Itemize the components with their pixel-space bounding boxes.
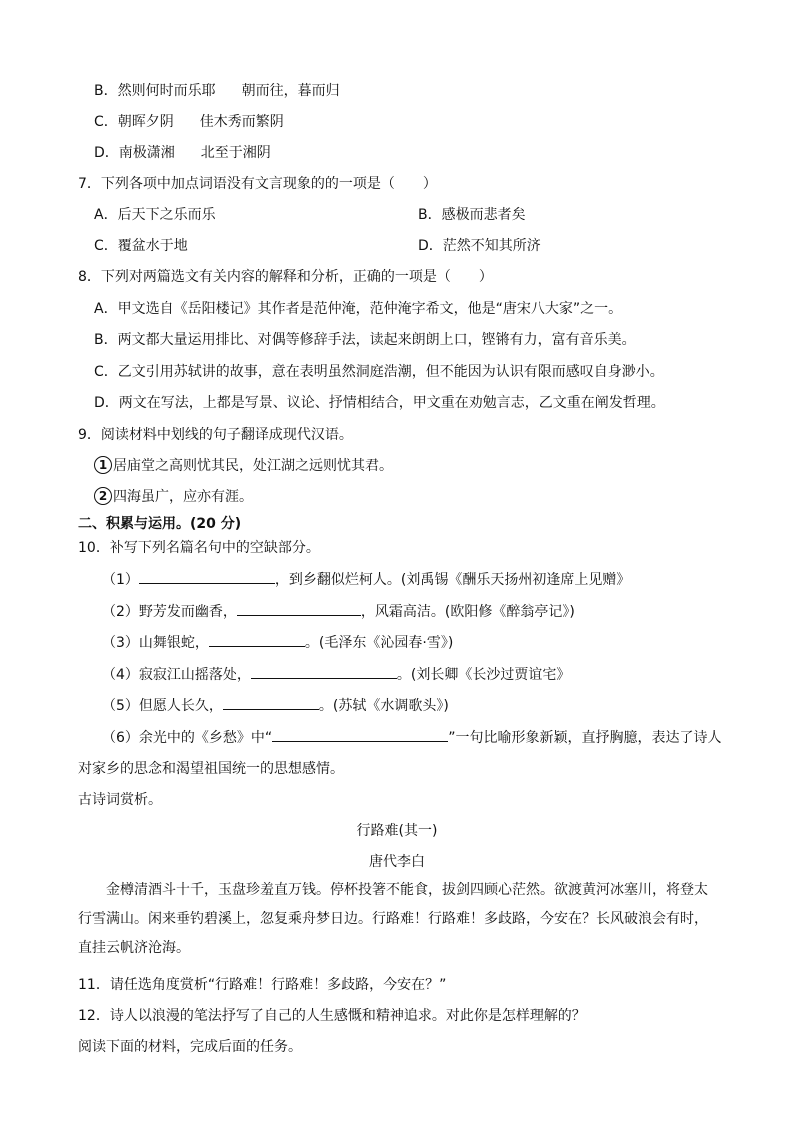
- q8-stem: 8．下列对两篇选文有关内容的解释和分析，正确的一项是（ ）: [78, 269, 493, 285]
- q10-item-6-continued: 对家乡的思念和渴望祖国统一的思想感情。: [78, 761, 344, 777]
- q7-option-c: C．覆盆水于地: [94, 238, 188, 254]
- q7-stem: 7．下列各项中加点词语没有文言现象的的一项是（ ）: [78, 176, 437, 192]
- fill-blank[interactable]: [223, 695, 319, 710]
- q8-option-b: B．两文都大量运用排比、对偶等修辞手法，读起来朗朗上口，铿锵有力，富有音乐美。: [94, 332, 636, 348]
- q6-option-c: C．朝晖夕阴 佳木秀而繁阴: [94, 114, 284, 130]
- q12-stem: 12．诗人以浪漫的笔法抒写了自己的人生感慨和精神追求。对此你是怎样理解的？: [78, 1008, 586, 1024]
- q10-stem: 10．补写下列名篇名句中的空缺部分。: [78, 540, 320, 556]
- section-label: 古诗词赏析。: [78, 792, 162, 808]
- fill-blank[interactable]: [209, 632, 305, 647]
- q10-item-5: （5）但愿人长久， 。(苏轼《水调歌头》): [102, 695, 449, 716]
- poem-title: 行路难(其一): [356, 823, 438, 839]
- circled-number-1: 1: [94, 456, 112, 474]
- q9-stem: 9．阅读材料中划线的句子翻译成现代汉语。: [78, 427, 353, 443]
- q8-option-d: D．两文在写法，上都是写景、议论、抒情相结合，甲文重在劝勉言志，乙文重在阐发哲理。: [94, 395, 665, 411]
- section-title: 二、积累与运用。(20 分): [78, 516, 242, 532]
- q7-option-d: D．茫然不知其所济: [418, 238, 541, 254]
- q6-option-b: B．然则何时而乐耶 朝而往，暮而归: [94, 83, 340, 99]
- closing-instruction: 阅读下面的材料，完成后面的任务。: [78, 1039, 302, 1055]
- q10-item-2: （2）野芳发而幽香， ，风霜高洁。(欧阳修《醉翁亭记》): [102, 601, 575, 622]
- fill-blank[interactable]: [139, 569, 275, 584]
- q10-item-6: （6）余光中的《乡愁》中“ ”一句比喻形象新颖，直抒胸臆，表达了诗人: [102, 727, 721, 748]
- fill-blank[interactable]: [272, 727, 448, 742]
- q8-option-c: C．乙文引用苏轼讲的故事，意在表明虽然洞庭浩潮，但不能因为认识有限而感叹自身渺小。: [94, 364, 664, 380]
- circled-number-2: 2: [94, 487, 112, 505]
- q8-option-a: A．甲文选自《岳阳楼记》其作者是范仲淹，范仲淹字希文，他是“唐宋八大家”之一。: [94, 301, 623, 317]
- q10-item-3: （3）山舞银蛇， 。(毛泽东《沁园春·雪》): [102, 632, 453, 653]
- q7-option-b: B．感极而悲者矣: [418, 207, 526, 223]
- q9-item-2: 2 四海虽广，应亦有涯。: [94, 487, 253, 507]
- fill-blank[interactable]: [237, 601, 361, 616]
- q10-item-4: （4）寂寂江山摇落处， 。(刘长卿《长沙过贾谊宅》: [102, 664, 570, 685]
- q10-item-1: （1） ，到乡翻似烂柯人。(刘禹锡《酬乐天扬州初逢席上见赠》: [102, 569, 630, 590]
- poem-body: 金樽清酒斗十千，玉盘珍羞直万钱。停杯投箸不能食，拔剑四顾心茫然。欲渡黄河冰塞川，将登太 行雪满山。闲来垂钓碧溪上，忽复乘舟梦日边。行路难！行路难！多歧路，今安在？长风破浪会有时， 直挂云帆济沧海。: [78, 882, 708, 956]
- fill-blank[interactable]: [251, 664, 397, 679]
- q7-option-a: A．后天下之乐而乐: [94, 207, 216, 223]
- q11-stem: 11．请任选角度赏析“行路难！行路难！多歧路，今安在？”: [78, 977, 447, 993]
- q6-option-d: D．南极潇湘 北至于湘阴: [94, 145, 271, 161]
- poem-author: 唐代李白: [369, 854, 425, 870]
- q9-item-1: 1 居庙堂之高则忧其民，处江湖之远则忧其君。: [94, 456, 393, 476]
